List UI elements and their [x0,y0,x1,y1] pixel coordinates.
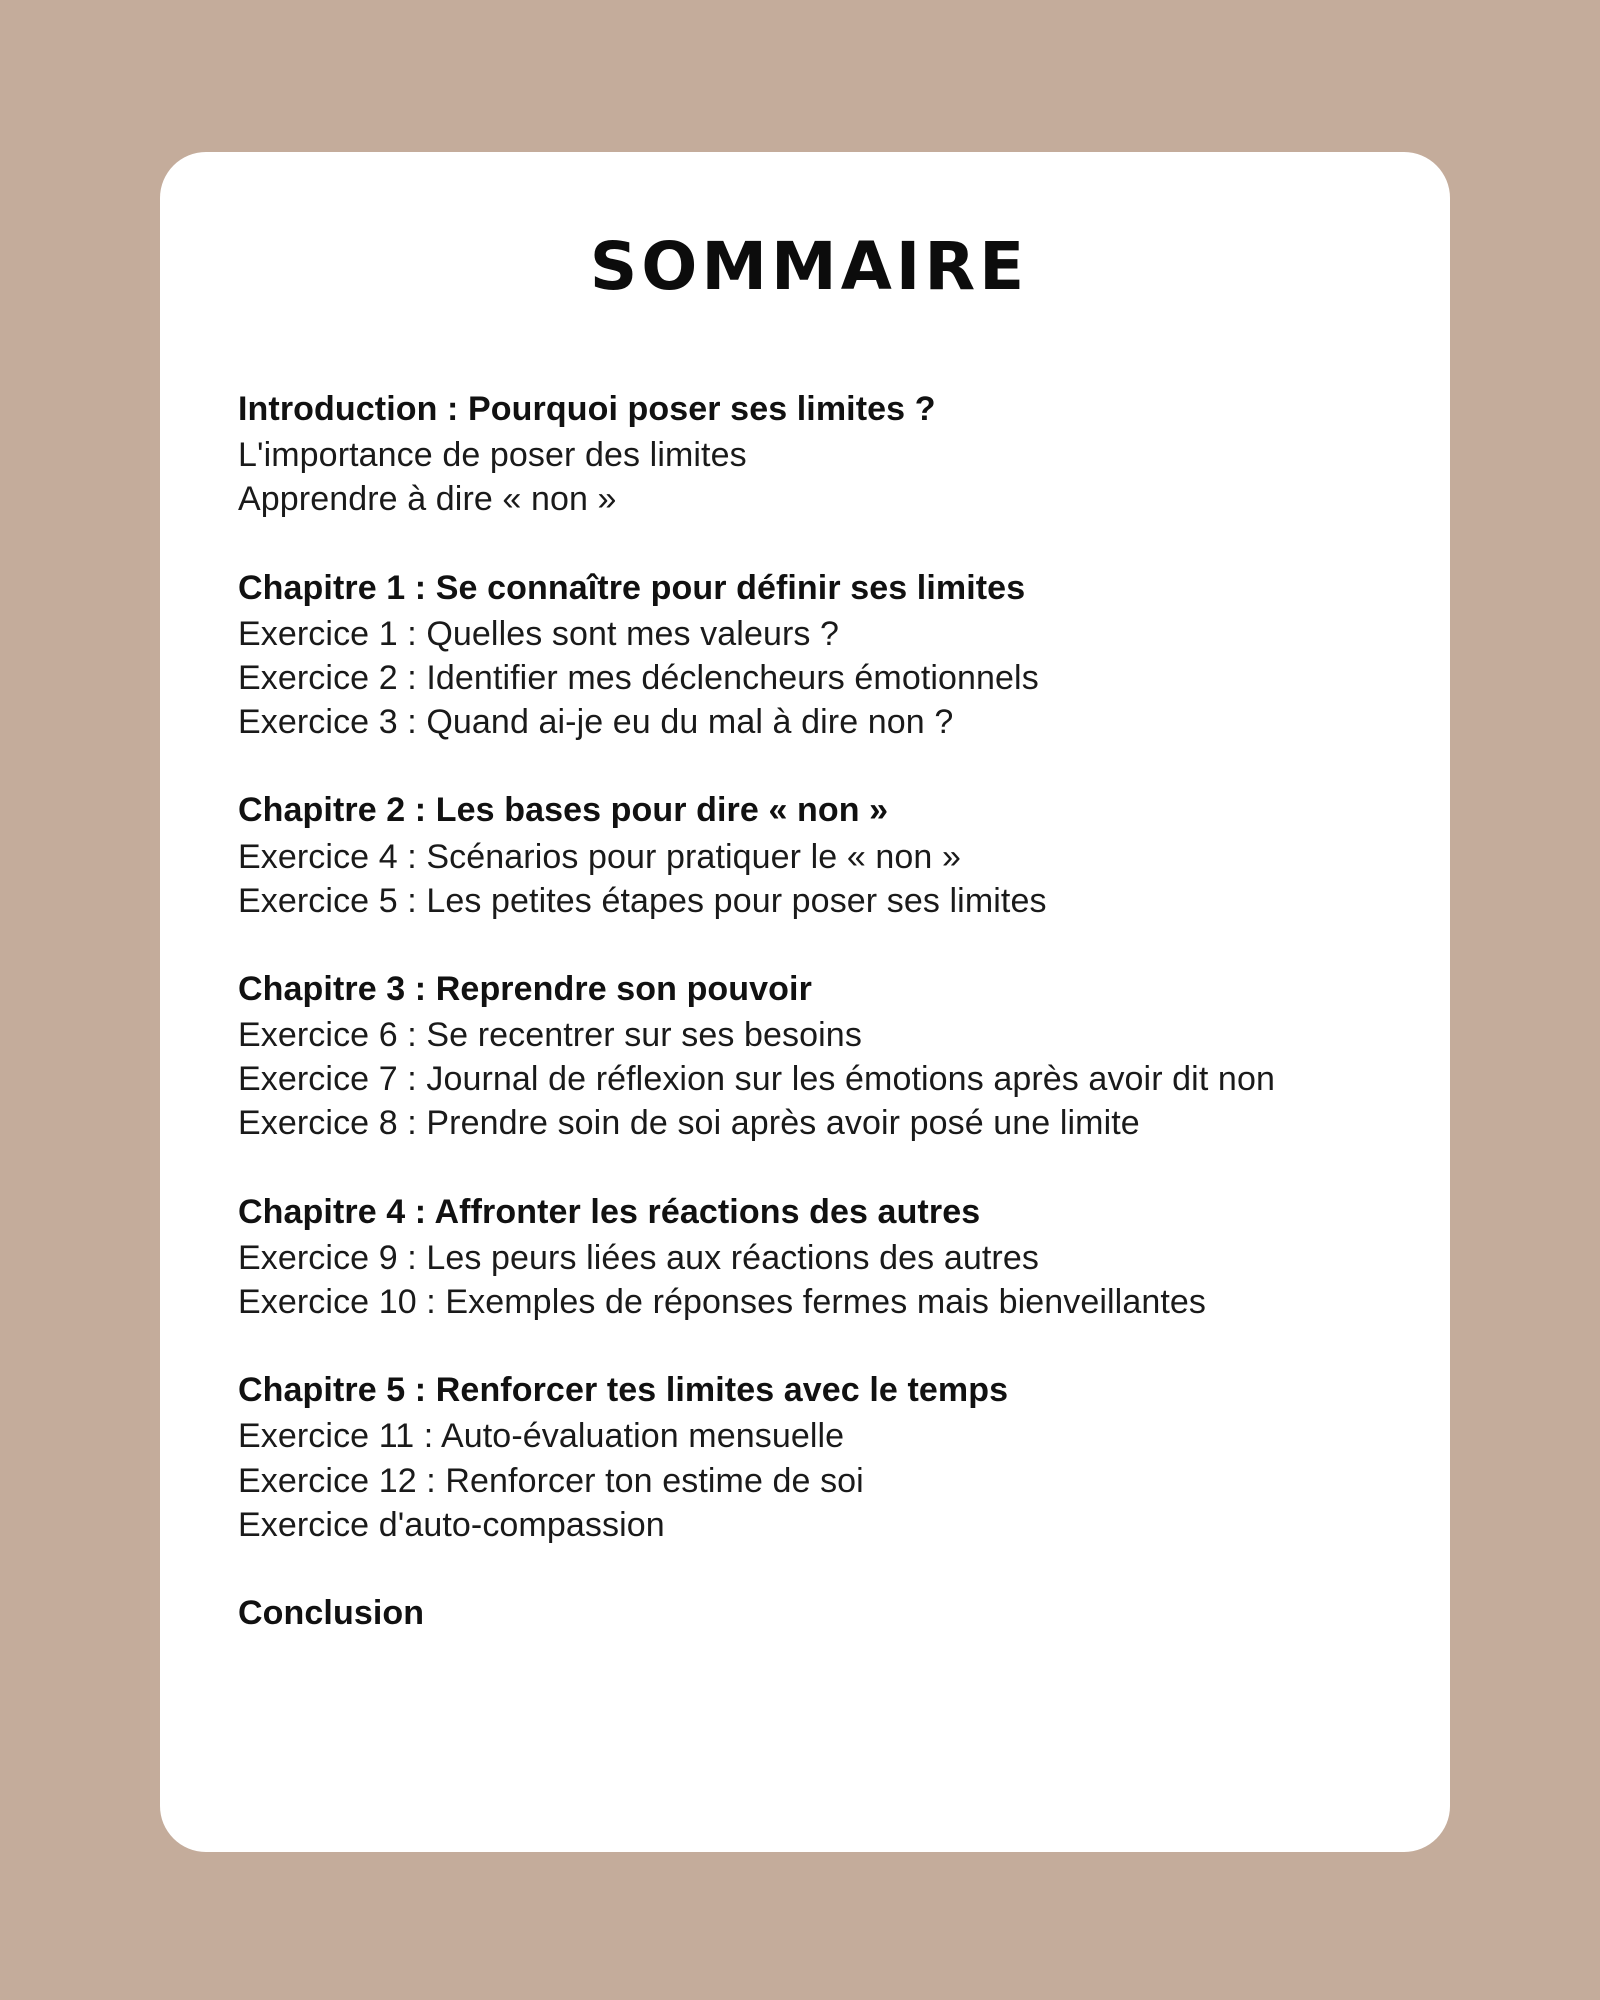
section-item: Exercice 4 : Scénarios pour pratiquer le « non » [238,837,961,876]
section-item: Exercice 9 : Les peurs liées aux réactions des autres [238,1238,1039,1277]
section-heading: Chapitre 1 : Se connaître pour définir ses limites [238,568,1026,607]
summary-card [160,152,1450,1852]
page-title: SOMMAIRE [589,228,1029,305]
section-item: Exercice 10 : Exemples de réponses fermes mais bienveillantes [238,1283,1206,1321]
section-heading: Conclusion [238,1593,425,1632]
section-item: Exercice 5 : Les petites étapes pour poser ses limites [238,881,1047,920]
section-heading: Chapitre 4 : Affronter les réactions des autres [238,1192,981,1231]
toc-section-chapitre-4 [238,1190,1380,1325]
toc-section-chapitre-3 [238,967,1380,1146]
section-item: Exercice 3 : Quand ai-je eu du mal à dire non ? [238,703,954,742]
section-heading: Introduction : Pourquoi poser ses limites ? [238,390,936,428]
table-of-contents [238,387,1380,1635]
section-item: Exercice 7 : Journal de réflexion sur les émotions après avoir dit non [238,1060,1275,1099]
section-item: Exercice d'auto-compassion [238,1505,665,1544]
section-item: Exercice 6 : Se recentrer sur ses besoins [238,1016,862,1055]
section-heading: Chapitre 5 : Renforcer tes limites avec le temps [238,1371,1009,1410]
section-item: Exercice 11 : Auto-évaluation mensuelle [238,1417,845,1456]
section-item: Exercice 1 : Quelles sont mes valeurs ? [238,614,840,653]
toc-section-chapitre-1 [238,566,1380,745]
toc-section-chapitre-2 [238,788,1380,923]
section-item: L'importance de poser des limites [238,436,747,475]
section-item: Exercice 8 : Prendre soin de soi après avoir posé une limite [238,1104,1140,1143]
toc-section-conclusion [238,1591,1380,1635]
toc-section-chapitre-5 [238,1368,1380,1547]
section-item: Exercice 12 : Renforcer ton estime de soi [238,1461,864,1500]
section-heading: Chapitre 2 : Les bases pour dire « non » [238,791,889,830]
toc-section-introduction [238,387,1380,522]
section-item: Exercice 2 : Identifier mes déclencheurs émotionnels [238,658,1039,697]
section-item: Apprendre à dire « non » [238,480,617,519]
section-heading: Chapitre 3 : Reprendre son pouvoir [238,969,812,1008]
